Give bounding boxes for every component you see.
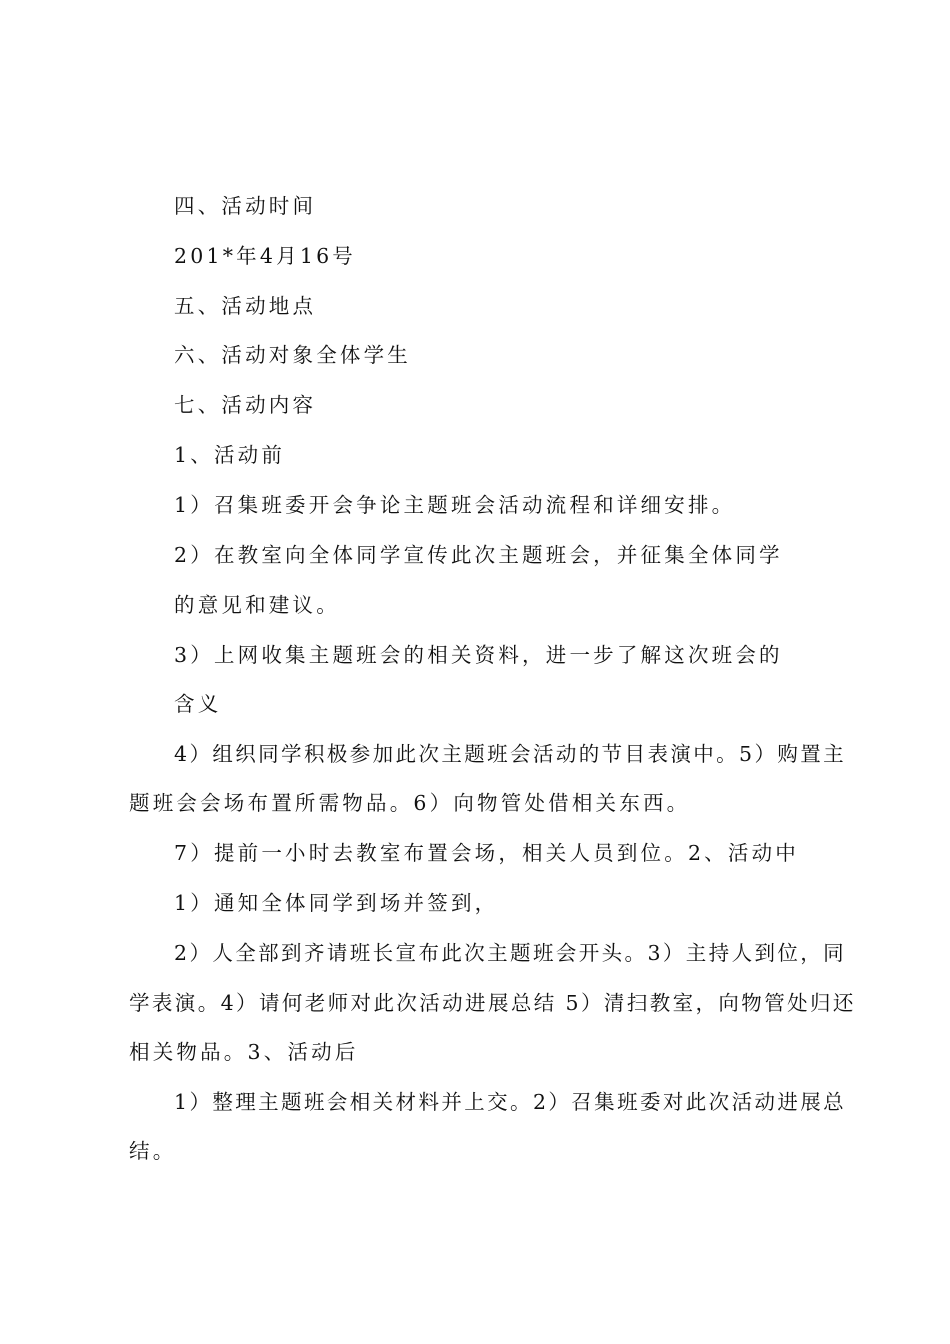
paragraph-line: 7）提前一小时去教室布置会场，相关人员到位。2、活动中 xyxy=(174,841,799,865)
paragraph-line: 的意见和建议。 xyxy=(174,593,340,617)
paragraph-line: 1）召集班委开会争论主题班会活动流程和详细安排。 xyxy=(174,493,736,517)
section-heading-content: 七、活动内容 xyxy=(174,393,317,417)
paragraph-line: 3）上网收集主题班会的相关资料，进一步了解这次班会的 xyxy=(174,643,783,667)
section-heading-location: 五、活动地点 xyxy=(174,294,317,318)
paragraph-line: 1）通知全体同学到场并签到， xyxy=(174,891,499,915)
paragraph-line: 相关物品。3、活动后 xyxy=(129,1040,359,1064)
paragraph-line: 2）在教室向全体同学宣传此次主题班会，并征集全体同学 xyxy=(174,543,783,567)
paragraph-line: 2）人全部到齐请班长宣布此次主题班会开头。3）主持人到位，同 xyxy=(174,941,847,965)
paragraph-line: 4）组织同学积极参加此次主题班会活动的节目表演中。5）购置主 xyxy=(174,742,847,766)
paragraph-line: 结。 xyxy=(129,1139,177,1163)
paragraph-line: 学表演。4）请何老师对此次活动进展总结 5）清扫教室，向物管处归还 xyxy=(129,991,856,1015)
activity-date: 201*年4月16号 xyxy=(174,244,357,268)
section-heading-time: 四、活动时间 xyxy=(174,194,317,218)
paragraph-line: 含义 xyxy=(174,692,222,716)
paragraph-line: 1）整理主题班会相关材料并上交。2）召集班委对此次活动进展总 xyxy=(174,1090,847,1114)
paragraph-line: 题班会会场布置所需物品。6）向物管处借相关东西。 xyxy=(129,791,691,815)
subsection-before: 1、活动前 xyxy=(174,443,286,467)
section-heading-audience: 六、活动对象全体学生 xyxy=(174,343,411,367)
